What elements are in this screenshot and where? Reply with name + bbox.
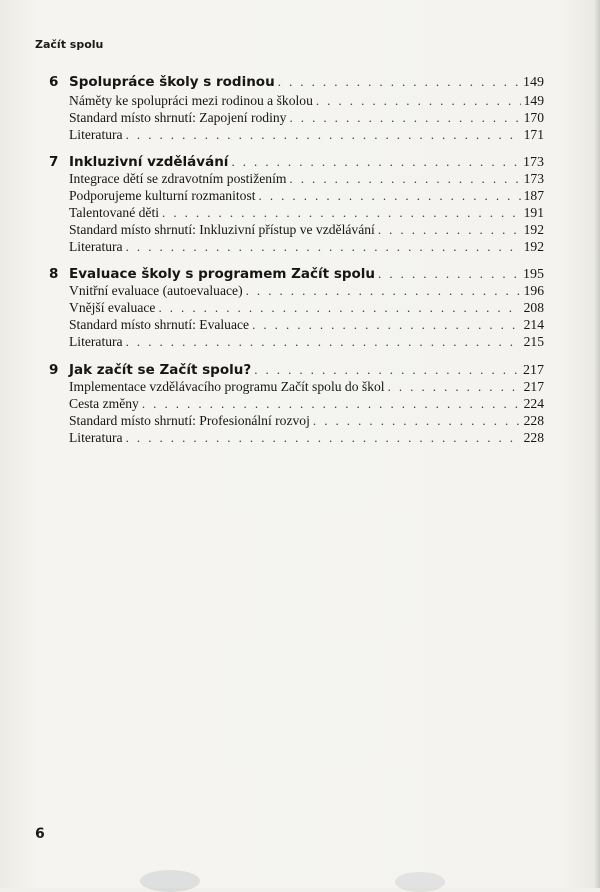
page-number: 171 <box>523 127 544 142</box>
entry-title: Standard místo shrnutí: Inkluzivní přístup ve vzdělávání <box>69 222 375 237</box>
page-folio: 6 <box>35 826 45 842</box>
dot-leader <box>316 93 521 109</box>
page-number: 217 <box>523 363 544 378</box>
page-number: 149 <box>523 75 544 90</box>
page-number: 214 <box>523 317 544 332</box>
entry-title: Standard místo shrnutí: Evaluace <box>69 317 250 332</box>
page-number: 217 <box>523 379 544 394</box>
toc-entry[interactable] <box>69 188 544 206</box>
entry-title: Cesta změny <box>69 396 139 411</box>
dot-leader <box>254 362 520 378</box>
chapter-number: 7 <box>49 154 59 170</box>
entry-title: Literatura <box>69 127 123 142</box>
entry-title: Standard místo shrnutí: Profesionální rozvoj <box>69 413 310 428</box>
dot-leader <box>289 110 520 126</box>
toc-entry[interactable] <box>69 379 544 397</box>
entry-title: Podporujeme kulturní rozmanitost <box>69 188 256 203</box>
entry-title: Literatura <box>69 334 123 349</box>
page-number: 149 <box>523 93 544 108</box>
page-number: 196 <box>523 283 544 298</box>
chapter-heading-row[interactable] <box>69 74 544 92</box>
toc-entry[interactable] <box>69 413 544 431</box>
page-number: 170 <box>523 110 544 125</box>
page-number: 173 <box>523 171 544 186</box>
entry-title: Literatura <box>69 430 123 445</box>
page-number: 187 <box>523 188 544 203</box>
dot-leader <box>162 205 521 221</box>
toc-entry[interactable] <box>69 110 544 128</box>
chapter-title: Jak začít se Začít spolu? <box>69 362 252 378</box>
toc-entry[interactable] <box>69 171 544 189</box>
chapter-title: Inkluzivní vzdělávání <box>69 154 229 170</box>
entry-title: Literatura <box>69 239 123 254</box>
chapter-number: 8 <box>49 266 59 282</box>
dot-leader <box>378 266 520 282</box>
toc-entry[interactable] <box>69 300 544 318</box>
page-number: 228 <box>523 430 544 445</box>
page-number: 228 <box>523 413 544 428</box>
entry-title: Vnitřní evaluace (autoevaluace) <box>69 283 243 298</box>
chapter-heading-row[interactable] <box>69 362 544 380</box>
chapter-heading-row[interactable] <box>69 266 544 284</box>
chapter-number: 9 <box>49 362 59 378</box>
page-number: 195 <box>523 267 544 282</box>
dot-leader <box>388 379 521 395</box>
toc-entry[interactable] <box>69 396 544 414</box>
dot-leader <box>289 171 520 187</box>
chapter-title: Evaluace školy s programem Začít spolu <box>69 266 376 282</box>
page-number: 208 <box>523 300 544 315</box>
running-head: Začít spolu <box>35 38 104 51</box>
entry-title: Integrace dětí se zdravotním postižením <box>69 171 287 186</box>
dot-leader <box>126 127 521 143</box>
page-number: 224 <box>523 396 544 411</box>
dot-leader <box>231 154 520 170</box>
page-number: 191 <box>523 205 544 220</box>
entry-title: Talentované děti <box>69 205 160 220</box>
dot-leader <box>158 300 520 316</box>
entry-title: Vnější evaluace <box>69 300 156 315</box>
toc-entry[interactable] <box>69 317 544 335</box>
scan-smudge <box>395 872 445 892</box>
toc-entry[interactable] <box>69 430 544 448</box>
entry-title: Náměty ke spolupráci mezi rodinou a školou <box>69 93 313 108</box>
chapter-title: Spolupráce školy s rodinou <box>69 74 275 90</box>
dot-leader <box>126 334 521 350</box>
toc-entry[interactable] <box>69 283 544 301</box>
page-number: 215 <box>523 334 544 349</box>
toc-entry[interactable] <box>69 93 544 111</box>
toc-entry[interactable] <box>69 205 544 223</box>
page-number: 173 <box>523 155 544 170</box>
chapter-number: 6 <box>49 74 59 90</box>
dot-leader <box>313 413 521 429</box>
toc-entry[interactable] <box>69 334 544 352</box>
dot-leader <box>246 283 521 299</box>
toc-entry[interactable] <box>69 239 544 257</box>
dot-leader <box>126 430 521 446</box>
page-number: 192 <box>523 222 544 237</box>
dot-leader <box>252 317 521 333</box>
dot-leader <box>142 396 521 412</box>
toc-entry[interactable] <box>69 222 544 240</box>
scan-smudge <box>140 870 200 892</box>
dot-leader <box>126 239 521 255</box>
toc-entry[interactable] <box>69 127 544 145</box>
dot-leader <box>278 74 520 90</box>
dot-leader <box>259 188 521 204</box>
chapter-heading-row[interactable] <box>69 154 544 172</box>
dot-leader <box>378 222 521 238</box>
entry-title: Implementace vzdělávacího programu Začít spolu do škol <box>69 379 385 394</box>
page-number: 192 <box>523 239 544 254</box>
entry-title: Standard místo shrnutí: Zapojení rodiny <box>69 110 287 125</box>
